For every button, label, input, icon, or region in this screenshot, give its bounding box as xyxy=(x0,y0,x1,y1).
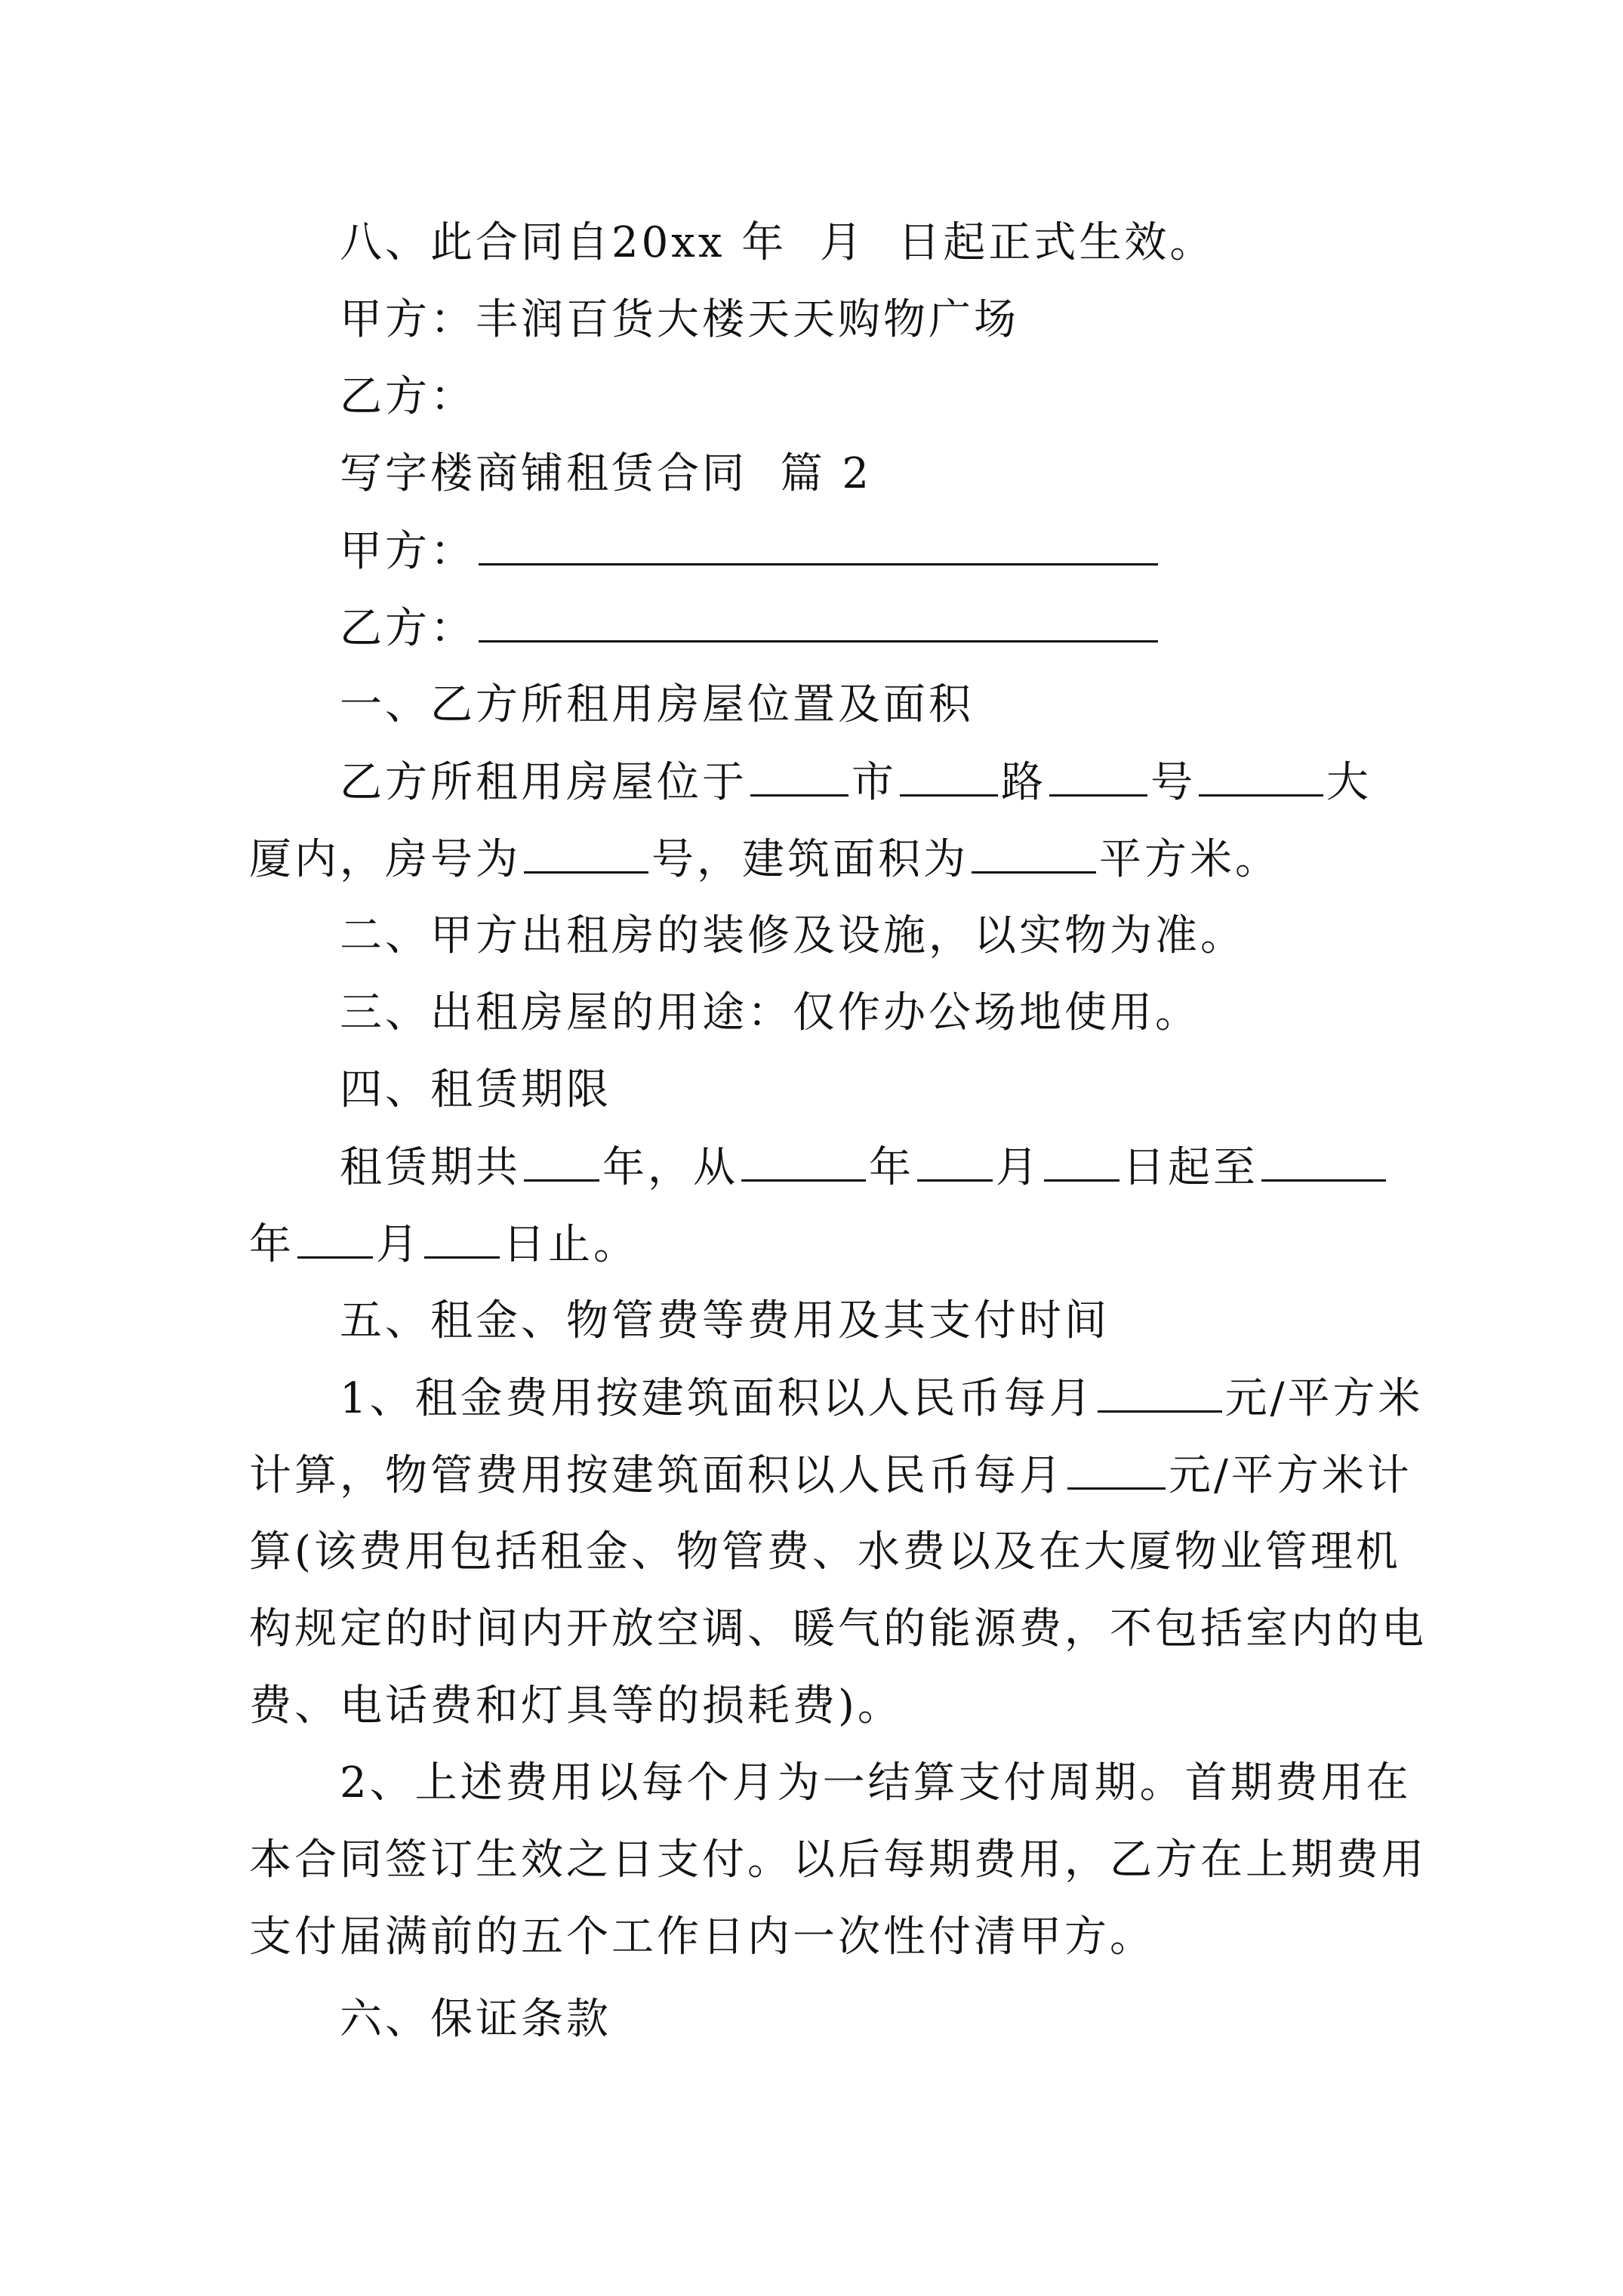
text-fragment: 元/平方米计 xyxy=(1169,1451,1412,1500)
party-b-label-2: 乙方： xyxy=(340,604,476,653)
section-3: 三、出租房屋的用途：仅作办公场地使用。 xyxy=(340,988,1200,1037)
text-fragment: 大 xyxy=(1326,758,1372,807)
area-blank xyxy=(972,829,1096,874)
fee-clause-2-line-1: 2、上述费用以每个月为一结算支付周期。首期费用在 xyxy=(340,1758,1412,1808)
contract-heading: 写字楼商铺租赁合同 篇 2 xyxy=(340,449,873,498)
fee-clause-2-line-3: 支付届满前的五个工作日内一次性付清甲方。 xyxy=(249,1912,1155,1962)
text-fragment: 年，从 xyxy=(602,1143,738,1192)
text-fragment: 平方米。 xyxy=(1099,835,1280,884)
end-year-blank xyxy=(1261,1137,1386,1182)
fee-clause-1-line-5: 费、电话费和灯具等的损耗费)。 xyxy=(249,1681,903,1730)
section-6-heading: 六、保证条款 xyxy=(340,1995,611,2044)
text-fragment: 月 xyxy=(376,1220,421,1269)
text-fragment: 年 xyxy=(249,1220,294,1269)
text-fragment: 年 xyxy=(869,1143,914,1192)
party-a-name: 甲方：丰润百货大楼天天购物广场 xyxy=(340,295,1019,344)
section-1-heading: 一、乙方所租用房屋位置及面积 xyxy=(340,680,974,729)
text-fragment: 日起至 xyxy=(1123,1143,1258,1192)
party-b-label: 乙方： xyxy=(340,372,476,421)
section-2: 二、甲方出租房的装修及设施，以实物为准。 xyxy=(340,911,1246,960)
road-blank xyxy=(900,752,998,797)
party-b-blank xyxy=(479,598,1158,643)
lease-term-line-1 xyxy=(340,1137,1472,1197)
section-4-heading: 四、租赁期限 xyxy=(340,1065,611,1114)
text-fragment: 月 xyxy=(996,1143,1041,1192)
lease-term-line-2 xyxy=(249,1214,1381,1274)
text-fragment: 号 xyxy=(1150,758,1196,807)
location-line-1 xyxy=(340,752,1472,812)
building-blank xyxy=(1199,752,1323,797)
rent-rate-blank xyxy=(1098,1368,1222,1413)
party-a-label: 甲方： xyxy=(340,527,476,576)
location-line-2 xyxy=(249,829,1381,889)
fee-clause-1-line-2 xyxy=(249,1445,1412,1505)
text-fragment: 厦内，房号为 xyxy=(249,835,521,884)
text-fragment: 租赁期共 xyxy=(340,1143,521,1192)
management-fee-blank xyxy=(1067,1445,1166,1490)
section-5-heading: 五、租金、物管费等费用及其支付时间 xyxy=(340,1296,1110,1345)
fee-clause-1-line-4: 构规定的时间内开放空调、暖气的能源费，不包括室内的电 xyxy=(249,1604,1427,1653)
text-fragment: 乙方所租用房屋位于 xyxy=(340,758,747,807)
text-fragment: 计算，物管费用按建筑面积以人民币每月 xyxy=(249,1451,1064,1500)
text-fragment: 1、租金费用按建筑面积以人民币每月 xyxy=(340,1374,1095,1423)
party-b-blank-line xyxy=(340,598,1472,658)
end-month-blank xyxy=(297,1214,373,1259)
text-fragment: 日止。 xyxy=(503,1220,639,1269)
room-number-blank xyxy=(524,829,648,874)
city-blank xyxy=(750,752,848,797)
fee-clause-2-line-2: 本合同签订生效之日支付。以后每期费用，乙方在上期费用 xyxy=(249,1835,1427,1885)
number-blank xyxy=(1049,752,1147,797)
fee-clause-1-line-3: 算(该费用包括租金、物管费、水费以及在大厦物业管理机 xyxy=(249,1527,1401,1576)
party-a-blank xyxy=(479,521,1158,566)
text-fragment: 路 xyxy=(1001,758,1046,807)
years-blank xyxy=(524,1137,599,1182)
start-day-blank xyxy=(1044,1137,1119,1182)
text-fragment: 元/平方米 xyxy=(1224,1374,1424,1423)
start-month-blank xyxy=(917,1137,993,1182)
end-day-blank xyxy=(424,1214,500,1259)
text-fragment: 号，建筑面积为 xyxy=(651,835,969,884)
fee-clause-1-line-1 xyxy=(340,1368,1472,1428)
start-year-blank xyxy=(741,1137,866,1182)
party-a-blank-line xyxy=(340,521,1472,581)
clause-8-effective-date: 八、此合同自20xx 年 月 日起正式生效。 xyxy=(340,218,1215,267)
text-fragment: 市 xyxy=(852,758,897,807)
